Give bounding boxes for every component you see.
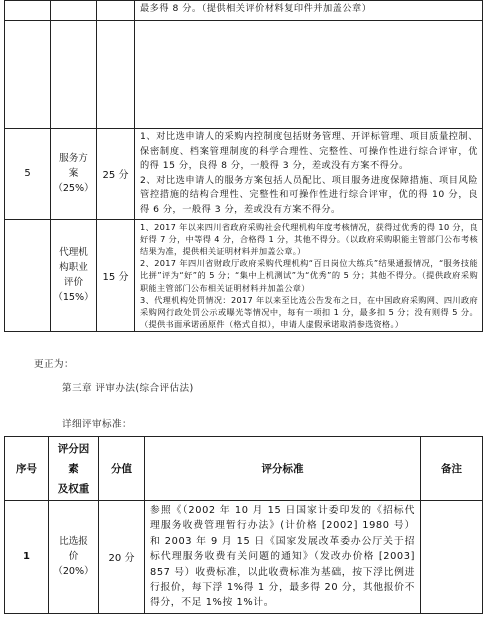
row-number: 1 [5,501,49,614]
criteria-cell: 参照《（2002 年 10 月 15 日国家计委印发的《招标代理服务收费管理暂行办法》(计价格 [2002] 1980 号）和 2003 年 9 月 15 日《国家发展改革委办公厅关于招标代理服务收费有关问题的通知》（发改办价格 [2003] 857 号）收费标准，以此收费标准为基础，按下浮比例进行报价，每下浮 1%得 1 分，最多得 20 分，其他报价不得分，不足 1%按 1%计。 [145,501,421,614]
criteria-cell: 最多得 8 分。（提供相关评价材料复印件并加盖公章） [135,1,483,21]
category-cell [51,219,97,332]
criteria-item: 1、对比选申请人的采购内控制度包括财务管理、开评标管理、项目质量控制、保密制度、档案管理制度的科学合理性、完整性、可操作性进行综合评审，优的得 15 分，良得 8 分，一般得 3 分，差或没有方案不得分。 [140,131,478,172]
header-criteria: 评分标准 [145,437,421,501]
detailed-scoring-table [4,436,483,614]
header-line: 及权重 [57,482,90,495]
criteria-item: 2、2017 年四川省财政厅政府采购代理机构“百日岗位大练兵”结果通报情况，“服务技能比拼”评为“好”的 5 分；“集中上机测试”为“优秀”的 5 分；其他不得分。（提供政府采购职能主管部门公布相关证明材料并加盖公章） [140,258,478,293]
table-header-row [5,437,483,501]
correction-label: 更正为： [34,359,74,370]
category-line: 构职业 [59,262,88,274]
factor-weight: （20%） [53,566,94,578]
factor-cell [49,501,99,614]
empty-cell [51,21,97,129]
category-line: 案 [68,168,79,180]
empty-cell [5,21,51,129]
empty-cell [97,1,135,21]
table-row [5,129,483,220]
score-cell: 25 分 [97,129,135,220]
table-row [5,219,483,332]
table-row [5,501,483,614]
score-cell: 20 分 [99,501,145,614]
detail-heading: 详细评审标准： [62,419,132,430]
criteria-cell [135,219,483,332]
category-line: 代理机 [59,247,88,259]
header-line: 评分因 [57,442,90,455]
empty-cell [97,21,135,129]
row-number: 5 [5,129,51,220]
empty-cell [51,1,97,21]
criteria-item: 1、2017 年以来四川省政府采购社会代理机构年度考核情况，获得过优秀的得 10 分，良好得 7 分，中等得 4 分，合格得 1 分，其他不得分。（以政府采购职能主管部门公布考核结果为准，提供相关证明材料并加盖公章。） [140,221,478,256]
category-line: 服务方 [59,153,88,165]
chapter-heading: 第三章 评审办法(综合评估法) [62,383,194,394]
criteria-item: 2、对比选申请人的服务方案包括人员配比、项目服务进度保障措施、项目风险管控措施的结构合理性、完整性和可操作性进行综合评审，优的得 10 分，良得 6 分，一般得 3 分，差或没有方案不得分。 [140,174,478,215]
criteria-cell [135,129,483,220]
remark-cell [421,501,483,614]
factor-line: 价 [68,551,79,563]
category-weight: （15%） [53,292,94,304]
header-line: 素 [68,462,79,475]
header-score: 分值 [99,437,145,501]
scoring-table-continued [4,0,483,332]
header-factor [49,437,99,501]
table-row [5,21,483,129]
table-row [5,1,483,21]
criteria-item: 3、代理机构处罚情况：2017 年以来至比选公告发布之日，在中国政府采购网、四川政府采购网行政处罚公示或曝光等情况中，每有一项扣 1 分，最多扣 5 分；没有则得 5 分。（提供书面承诺函原件（格式自拟），申请人虚假承诺取消参选资格。） [140,294,478,330]
empty-cell [5,1,51,21]
header-number: 序号 [5,437,49,501]
category-line: 评价 [63,277,84,289]
empty-cell [135,21,483,129]
score-cell: 15 分 [97,219,135,332]
factor-line: 比选报 [59,536,88,548]
empty-cell [5,219,51,332]
category-cell [51,129,97,220]
category-weight: （25%） [53,183,94,195]
header-remark: 备注 [421,437,483,501]
